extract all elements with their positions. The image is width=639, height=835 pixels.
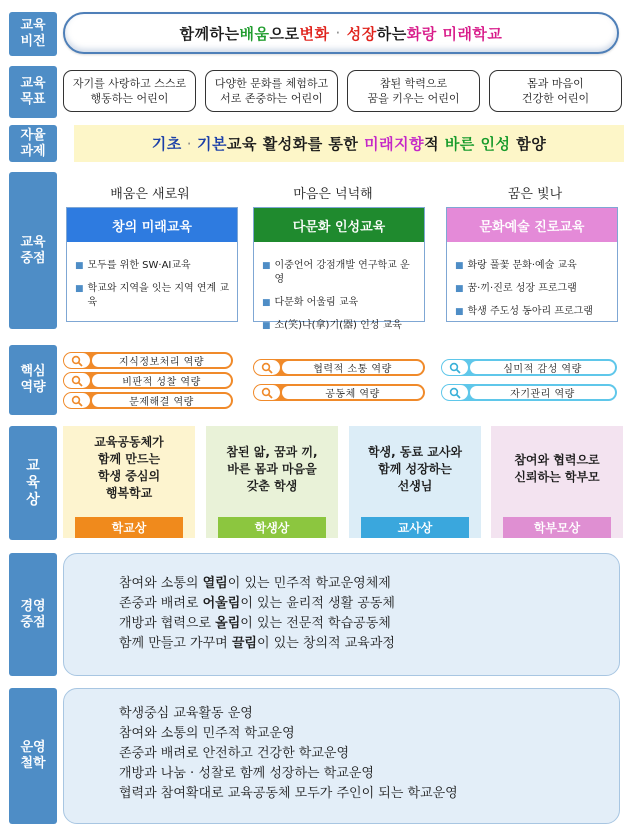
vision-text-1: 함께하는 bbox=[179, 24, 240, 43]
management-line: 참여와 소통의 열림이 있는 민주적 학교운영체제 bbox=[119, 576, 391, 591]
search-icon bbox=[442, 385, 468, 400]
search-icon bbox=[64, 353, 90, 368]
search-icon bbox=[442, 360, 468, 375]
focus-card-title: 창의 미래교육 bbox=[67, 208, 237, 242]
list-item: ■ 학교와 지역을 잇는 지역 연계 교육 bbox=[75, 283, 229, 308]
list-item: ■ 소(笑)나(拿)기(器) 인성 교육 bbox=[262, 320, 402, 331]
ideal-tag: 교사상 bbox=[361, 517, 469, 538]
focus-card-multicultural bbox=[253, 207, 425, 331]
focus-subtitle-3: 꿈은 빛나 bbox=[507, 187, 563, 202]
focus-card-arts bbox=[446, 207, 618, 322]
task-text-5: 적 bbox=[424, 135, 445, 153]
competency-pill: 자기관리 역량 bbox=[441, 384, 617, 401]
ideal-tag: 학교상 bbox=[75, 517, 183, 538]
label-vision: 교육 비전 bbox=[9, 12, 57, 56]
list-item: ■ 다문화 어울림 교육 bbox=[262, 297, 359, 308]
task-text-4: 미래지향 bbox=[364, 135, 425, 153]
list-item: ■ 모두를 위한 SW·AI교육 bbox=[75, 260, 191, 271]
task-text-7: 함양 bbox=[510, 135, 547, 153]
philosophy-line: 참여와 소통의 민주적 학교운영 bbox=[119, 726, 295, 741]
ideal-text: 학생, 동료 교사와 함께 성장하는 선생님 bbox=[367, 445, 463, 493]
label-ideal: 교 육 상 bbox=[9, 426, 57, 540]
competency-pill: 심미적 감성 역량 bbox=[441, 359, 617, 376]
focus-subtitle-2: 마음은 넉넉해 bbox=[293, 187, 373, 202]
search-icon bbox=[254, 385, 280, 400]
focus-card-creative bbox=[66, 207, 238, 322]
vision-dot: · bbox=[335, 24, 341, 42]
goal-4: 몸과 마음이 건강한 어린이 bbox=[489, 70, 622, 112]
philosophy-line: 개방과 나눔 · 성찰로 함께 성장하는 학교운영 bbox=[119, 766, 374, 781]
philosophy-box bbox=[63, 688, 620, 824]
list-item: ■ 이중언어 강점개발 연구학교 운영 bbox=[262, 260, 410, 285]
management-box bbox=[63, 553, 620, 676]
competency-pill: 문제해결 역량 bbox=[63, 392, 233, 409]
focus-card-title: 다문화 인성교육 bbox=[254, 208, 424, 242]
label-goals: 교육 목표 bbox=[9, 66, 57, 118]
ideal-tag: 학생상 bbox=[218, 517, 326, 538]
vision-text-2: 배움 bbox=[239, 24, 270, 43]
ideal-text: 교육공동체가 함께 만드는 학생 중심의 행복학교 bbox=[94, 435, 164, 500]
vision-text-6: 하는 bbox=[376, 24, 407, 43]
focus-card-title: 문화예술 진로교육 bbox=[447, 208, 617, 242]
competency-pill: 비판적 성찰 역량 bbox=[63, 372, 233, 389]
task-dot: · bbox=[186, 134, 193, 153]
philosophy-line: 협력과 참여확대로 교육공동체 모두가 주인이 되는 학교운영 bbox=[119, 786, 458, 801]
management-line: 존중과 배려로 어울림이 있는 윤리적 생활 공동체 bbox=[119, 596, 395, 611]
task-text-3: 교육 활성화를 통한 bbox=[227, 135, 365, 153]
ideal-text: 참여와 협력으로 신뢰하는 학부모 bbox=[514, 453, 600, 484]
management-line: 함께 만들고 가꾸며 끌림이 있는 창의적 교육과정 bbox=[119, 636, 395, 651]
competency-pill: 지식정보처리 역량 bbox=[63, 352, 233, 369]
goal-1: 자기를 사랑하고 스스로 행동하는 어린이 bbox=[63, 70, 196, 112]
label-focus: 교육 중점 bbox=[9, 172, 57, 329]
vision-banner bbox=[63, 12, 619, 54]
task-text-2: 기본 bbox=[197, 135, 228, 153]
management-line: 개방과 협력으로 올림이 있는 전문적 학습공동체 bbox=[119, 616, 391, 631]
goal-3: 참된 학력으로 꿈을 키우는 어린이 bbox=[347, 70, 480, 112]
label-task: 자율 과제 bbox=[9, 125, 57, 162]
label-management: 경영 중점 bbox=[9, 553, 57, 676]
label-competency: 핵심 역량 bbox=[9, 345, 57, 415]
search-icon bbox=[254, 360, 280, 375]
ideal-text: 참된 앎, 꿈과 끼, 바른 몸과 마음을 갖춘 학생 bbox=[226, 445, 318, 493]
ideal-school bbox=[63, 426, 195, 538]
task-text-6: 바른 인성 bbox=[444, 135, 511, 153]
task-banner bbox=[74, 125, 624, 162]
vision-text-4: 변화 bbox=[299, 24, 330, 43]
list-item: ■ 꿈·끼·진로 성장 프로그램 bbox=[455, 283, 577, 294]
ideal-student bbox=[206, 426, 338, 538]
vision-text-3: 으로 bbox=[269, 24, 300, 43]
task-text-1: 기초 bbox=[151, 135, 182, 153]
competency-pill: 공동체 역량 bbox=[253, 384, 425, 401]
list-item: ■ 화랑 풀꽃 문화·예술 교육 bbox=[455, 260, 577, 271]
philosophy-line: 학생중심 교육활동 운영 bbox=[119, 706, 253, 721]
competency-pill: 협력적 소통 역량 bbox=[253, 359, 425, 376]
vision-text-7: 화랑 미래학교 bbox=[406, 24, 503, 43]
search-icon bbox=[64, 373, 90, 388]
search-icon bbox=[64, 393, 90, 408]
ideal-teacher bbox=[349, 426, 481, 538]
ideal-tag: 학부모상 bbox=[503, 517, 611, 538]
label-philosophy: 운영 철학 bbox=[9, 688, 57, 824]
goal-2: 다양한 문화를 체험하고 서로 존중하는 어린이 bbox=[205, 70, 338, 112]
focus-subtitle-1: 배움은 새로워 bbox=[110, 187, 190, 202]
vision-text-5: 성장 bbox=[346, 24, 377, 43]
list-item: ■ 학생 주도성 동아리 프로그램 bbox=[455, 306, 593, 317]
philosophy-line: 존중과 배려로 안전하고 건강한 학교운영 bbox=[119, 746, 350, 761]
ideal-parent bbox=[491, 426, 623, 538]
